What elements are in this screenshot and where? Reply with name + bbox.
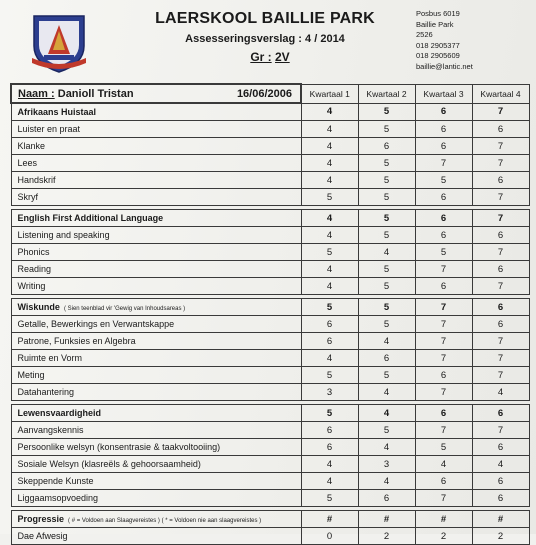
table-row xyxy=(11,367,529,384)
term-4-value: 6 xyxy=(472,121,529,138)
table-row xyxy=(11,439,529,456)
term-2-value: 5 xyxy=(358,261,415,278)
row-label: Progressie xyxy=(17,514,65,524)
term-1-value: 4 xyxy=(301,155,358,172)
grade-label: Gr : xyxy=(250,50,272,64)
term-4-value: 7 xyxy=(472,350,529,367)
term-2-value: 4 xyxy=(358,473,415,490)
term-2-value: 5 xyxy=(358,367,415,384)
row-label-cell xyxy=(11,316,301,333)
term-3-value: 7 xyxy=(415,333,472,350)
term-1-value: 6 xyxy=(301,422,358,439)
row-label-cell xyxy=(11,261,301,278)
assessment-table xyxy=(10,83,530,545)
term-3-value: 4 xyxy=(415,456,472,473)
term-1-value: 0 xyxy=(301,528,358,545)
table-row xyxy=(11,227,529,244)
row-label: Afrikaans Huistaal xyxy=(17,107,97,117)
address-line: 018 2905609 xyxy=(416,51,460,60)
row-label: Meting xyxy=(17,370,45,380)
row-label-cell xyxy=(11,103,301,121)
row-label: Phonics xyxy=(17,247,50,257)
row-label: Lees xyxy=(17,158,38,168)
term-3-value: 5 xyxy=(415,172,472,189)
term-1-value: 4 xyxy=(301,473,358,490)
row-label-cell xyxy=(11,439,301,456)
row-label: Liggaamsopvoeding xyxy=(17,493,99,503)
row-label: Aanvangskennis xyxy=(17,425,84,435)
term-1-value: # xyxy=(301,511,358,528)
term-2-value: 6 xyxy=(358,490,415,507)
row-label-cell xyxy=(11,384,301,401)
term-4-value: 7 xyxy=(472,422,529,439)
table-row xyxy=(11,350,529,367)
row-label: Klanke xyxy=(17,141,46,151)
term-1-value: 4 xyxy=(301,172,358,189)
term-2-value: 5 xyxy=(358,155,415,172)
term-2-value: 4 xyxy=(358,439,415,456)
term-1-value: 6 xyxy=(301,439,358,456)
row-label-cell xyxy=(11,490,301,507)
row-label: Handskrif xyxy=(17,175,56,185)
row-label-cell xyxy=(11,422,301,439)
row-label-cell xyxy=(11,528,301,545)
row-label: Persoonlike welsyn (konsentrasie & taakvoltooiing) xyxy=(17,442,221,452)
row-label: Sosiale Welsyn (klasreëls & gehoorsaamheid) xyxy=(17,459,201,469)
section-row xyxy=(11,405,529,422)
name-label: Naam : xyxy=(18,87,55,100)
term-1-value: 6 xyxy=(301,316,358,333)
term-1-value: 4 xyxy=(301,456,358,473)
term-2-value: 2 xyxy=(358,528,415,545)
term-3-value: 7 xyxy=(415,299,472,316)
row-label-cell xyxy=(11,210,301,227)
term-1-value: 4 xyxy=(301,278,358,295)
column-header-term-4: Kwartaal 4 xyxy=(472,84,529,103)
row-label-cell xyxy=(11,473,301,490)
term-4-value: 2 xyxy=(472,528,529,545)
term-4-value: 6 xyxy=(472,172,529,189)
term-3-value: 5 xyxy=(415,244,472,261)
table-row xyxy=(11,384,529,401)
term-3-value: 2 xyxy=(415,528,472,545)
term-2-value: 4 xyxy=(358,244,415,261)
term-3-value: # xyxy=(415,511,472,528)
term-1-value: 3 xyxy=(301,384,358,401)
term-1-value: 4 xyxy=(301,138,358,155)
term-1-value: 5 xyxy=(301,299,358,316)
term-2-value: 6 xyxy=(358,138,415,155)
term-3-value: 7 xyxy=(415,261,472,278)
row-label: Luister en praat xyxy=(17,124,81,134)
term-3-value: 6 xyxy=(415,210,472,227)
term-2-value: 5 xyxy=(358,172,415,189)
term-2-value: 4 xyxy=(358,384,415,401)
term-4-value: 6 xyxy=(472,227,529,244)
table-row xyxy=(11,316,529,333)
term-4-value: 7 xyxy=(472,210,529,227)
term-4-value: 6 xyxy=(472,439,529,456)
term-2-value: 5 xyxy=(358,278,415,295)
table-row xyxy=(11,138,529,155)
row-label: Dae Afwesig xyxy=(17,531,68,541)
term-1-value: 5 xyxy=(301,189,358,206)
row-label-cell xyxy=(11,278,301,295)
row-label: Skeppende Kunste xyxy=(17,476,94,486)
term-2-value: 5 xyxy=(358,210,415,227)
term-4-value: 6 xyxy=(472,299,529,316)
table-row xyxy=(11,244,529,261)
address-line: Posbus 6019 xyxy=(416,9,460,18)
report-label: Assesseringsverslag : xyxy=(185,33,302,45)
term-2-value: # xyxy=(358,511,415,528)
term-3-value: 7 xyxy=(415,350,472,367)
term-4-value: 6 xyxy=(472,473,529,490)
term-3-value: 6 xyxy=(415,103,472,121)
term-1-value: 5 xyxy=(301,367,358,384)
term-4-value: 6 xyxy=(472,405,529,422)
table-row xyxy=(11,121,529,138)
term-1-value: 4 xyxy=(301,350,358,367)
row-label-cell xyxy=(11,155,301,172)
term-4-value: 6 xyxy=(472,316,529,333)
section-row xyxy=(11,299,529,316)
term-2-value: 5 xyxy=(358,299,415,316)
address-line: Baillie Park xyxy=(416,19,454,29)
row-label: Wiskunde xyxy=(17,302,60,312)
term-4-value: 6 xyxy=(472,490,529,507)
term-3-value: 7 xyxy=(415,490,472,507)
column-header-term-3: Kwartaal 3 xyxy=(415,84,472,103)
row-label: Datahantering xyxy=(17,387,75,397)
row-label-cell xyxy=(11,121,301,138)
row-note: ( # = Voldoen aan Slaagvereistes ) ( * = Voldoen nie aan slaagvereistes ) xyxy=(68,518,262,524)
term-2-value: 5 xyxy=(358,227,415,244)
term-1-value: 4 xyxy=(301,121,358,138)
term-2-value: 6 xyxy=(358,350,415,367)
student-name-cell xyxy=(11,84,301,103)
row-label: Ruimte en Vorm xyxy=(17,353,83,363)
grade-line xyxy=(220,50,320,64)
term-3-value: 7 xyxy=(415,422,472,439)
table-row xyxy=(11,278,529,295)
column-header-term-2: Kwartaal 2 xyxy=(358,84,415,103)
row-label: Writing xyxy=(17,281,46,291)
row-label-cell xyxy=(11,172,301,189)
term-4-value: 4 xyxy=(472,456,529,473)
row-label-cell xyxy=(11,227,301,244)
report-subtitle xyxy=(160,33,370,45)
term-4-value: 7 xyxy=(472,189,529,206)
term-4-value: # xyxy=(472,511,529,528)
column-header-term-1: Kwartaal 1 xyxy=(301,84,358,103)
report-date: 16/06/2006 xyxy=(236,87,292,100)
table-row xyxy=(11,155,529,172)
term-4-value: 4 xyxy=(472,384,529,401)
row-label-cell xyxy=(11,244,301,261)
table-row xyxy=(11,456,529,473)
term-3-value: 6 xyxy=(415,473,472,490)
term-3-value: 6 xyxy=(415,278,472,295)
term-1-value: 5 xyxy=(301,244,358,261)
term-2-value: 5 xyxy=(358,422,415,439)
term-1-value: 4 xyxy=(301,227,358,244)
school-crest-logo xyxy=(30,12,88,74)
table-row xyxy=(11,189,529,206)
section-row xyxy=(11,511,529,528)
row-label-cell xyxy=(11,189,301,206)
term-3-value: 6 xyxy=(415,405,472,422)
row-label: Listening and speaking xyxy=(17,230,110,240)
term-4-value: 7 xyxy=(472,244,529,261)
row-label-cell xyxy=(11,138,301,155)
term-1-value: 5 xyxy=(301,405,358,422)
term-2-value: 4 xyxy=(358,405,415,422)
term-3-value: 7 xyxy=(415,316,472,333)
term-2-value: 5 xyxy=(358,189,415,206)
row-label-cell xyxy=(11,350,301,367)
term-3-value: 5 xyxy=(415,439,472,456)
section-row xyxy=(11,103,529,121)
row-label: Lewensvaardigheid xyxy=(17,408,102,418)
term-1-value: 4 xyxy=(301,103,358,121)
term-3-value: 7 xyxy=(415,155,472,172)
row-label: Getalle, Bewerkings en Verwantskappe xyxy=(17,319,175,329)
term-3-value: 6 xyxy=(415,189,472,206)
term-4-value: 6 xyxy=(472,261,529,278)
section-row xyxy=(11,210,529,227)
term-2-value: 5 xyxy=(358,103,415,121)
term-1-value: 6 xyxy=(301,333,358,350)
table-row xyxy=(11,261,529,278)
school-address xyxy=(416,9,528,72)
table-row xyxy=(11,490,529,507)
row-label-cell xyxy=(11,456,301,473)
term-4-value: 7 xyxy=(472,155,529,172)
table-header-row xyxy=(11,84,529,103)
address-line: 2526 xyxy=(416,30,433,39)
term-3-value: 6 xyxy=(415,138,472,155)
term-4-value: 7 xyxy=(472,103,529,121)
school-name: LAERSKOOL BAILLIE PARK xyxy=(155,10,375,27)
report-number: 4 xyxy=(305,33,312,45)
term-2-value: 3 xyxy=(358,456,415,473)
term-1-value: 4 xyxy=(301,210,358,227)
term-2-value: 5 xyxy=(358,121,415,138)
row-label: Skryf xyxy=(17,192,39,202)
table-row xyxy=(11,172,529,189)
term-1-value: 4 xyxy=(301,261,358,278)
table-row xyxy=(11,333,529,350)
row-label-cell xyxy=(11,511,301,528)
student-name: Danioll Tristan xyxy=(57,87,134,100)
term-4-value: 7 xyxy=(472,278,529,295)
table-row xyxy=(11,422,529,439)
term-3-value: 6 xyxy=(415,367,472,384)
term-3-value: 6 xyxy=(415,227,472,244)
row-label: English First Additional Language xyxy=(17,213,164,223)
row-note: ( Sien teenblad vir 'Gewig van Inhoudsareas ) xyxy=(63,306,186,312)
term-2-value: 4 xyxy=(358,333,415,350)
address-line: baillie@lantic.net xyxy=(416,61,473,71)
term-3-value: 7 xyxy=(415,384,472,401)
term-2-value: 5 xyxy=(358,316,415,333)
row-label-cell xyxy=(11,299,301,316)
row-label-cell xyxy=(11,405,301,422)
table-row xyxy=(11,473,529,490)
row-label-cell xyxy=(11,333,301,350)
report-year: / 2014 xyxy=(314,33,345,45)
table-row xyxy=(11,528,529,545)
assessment-table-body xyxy=(11,84,529,545)
grade-value: 2V xyxy=(275,50,290,64)
address-line: 018 2905377 xyxy=(416,40,460,50)
row-label: Patrone, Funksies en Algebra xyxy=(17,336,136,346)
term-4-value: 7 xyxy=(472,138,529,155)
row-label-cell xyxy=(11,367,301,384)
row-label: Reading xyxy=(17,264,52,274)
term-3-value: 6 xyxy=(415,121,472,138)
term-4-value: 7 xyxy=(472,367,529,384)
term-1-value: 5 xyxy=(301,490,358,507)
term-4-value: 7 xyxy=(472,333,529,350)
